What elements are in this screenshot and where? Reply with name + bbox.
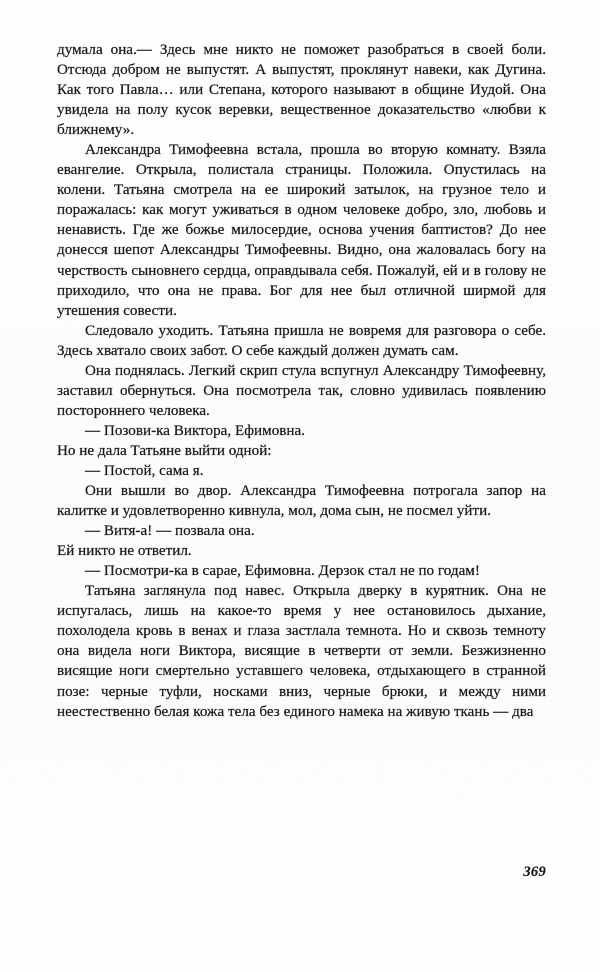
paragraph: Следовало уходить. Татьяна пришла не вовремя для разговора о себе. Здесь хватало своих забот. О себе каждый должен думать сам. xyxy=(57,322,546,359)
dialogue-line: — Посмотри-ка в сарае, Ефимовна. Дерзок стал не по годам! xyxy=(85,563,480,580)
dialogue-line: — Позови-ка Виктора, Ефимовна. xyxy=(85,422,306,439)
dialogue-line: — Витя-а! — позвала она. xyxy=(85,523,255,540)
paragraph: Она поднялась. Легкий скрип стула вспугнул Александру Тимофеевну, заставил обернуться. Она посмотрела так, словно удивилась появлению постороннего человека. xyxy=(57,362,546,419)
paragraph: Они вышли во двор. Александра Тимофеевна потрогала запор на калитке и удовлетворенно кивнула, мол, дома сын, не посмел уйти. xyxy=(57,483,546,520)
paragraph: думала она.— Здесь мне никто не поможет разобраться в своей боли. Отсюда добром не выпустят. А выпустят, проклянут навеки, как Дугина. Как того Павла… или Степана, которого называют в общине Иудой. Она увидела на полу кусок веревки, вещественное доказательство «любви к ближнему». xyxy=(57,42,546,139)
paragraph: Татьяна заглянула под навес. Открыла дверку в курятник. Она не испугалась, лишь на какое-то время у нее остановилось дыхание, похолодела кровь в венах и глаза застлала темнота. Но и сквозь темноту она видела ноги Виктора, висящие в четверти от земли. Безжизненно висящие ноги смертельно уставшего человека, отдыхающего в странной позе: черные туфли, носками вниз, черные брюки, и между ними неестественно белая кожа тела без единого намека на живую ткань — два xyxy=(57,583,546,720)
paragraph: Александра Тимофеевна встала, прошла во вторую комнату. Взяла евангелие. Открыла, полистала страницы. Положила. Опустилась на колени. Татьяна смотрела на ее широкий затылок, на грузное тело и поражалась: как могут уживаться в одном человеке добро, зло, любовь и ненависть. Где же божье милосердие, основа учения баптистов? До нее донесся шепот Александры Тимофеевны. Видно, она жаловалась богу на черствость сыновнего сердца, оправдывала себя. Пожалуй, ей и в голову не приходило, что она не права. Бог для нее был отличной ширмой для утешения совести. xyxy=(57,142,546,319)
paragraph: Но не дала Татьяне выйти одной: xyxy=(57,442,272,459)
page-number: 369 xyxy=(523,864,546,880)
paragraph: Ей никто не ответил. xyxy=(57,543,192,560)
dialogue-line: — Постой, сама я. xyxy=(85,462,204,479)
text-block xyxy=(57,40,546,722)
